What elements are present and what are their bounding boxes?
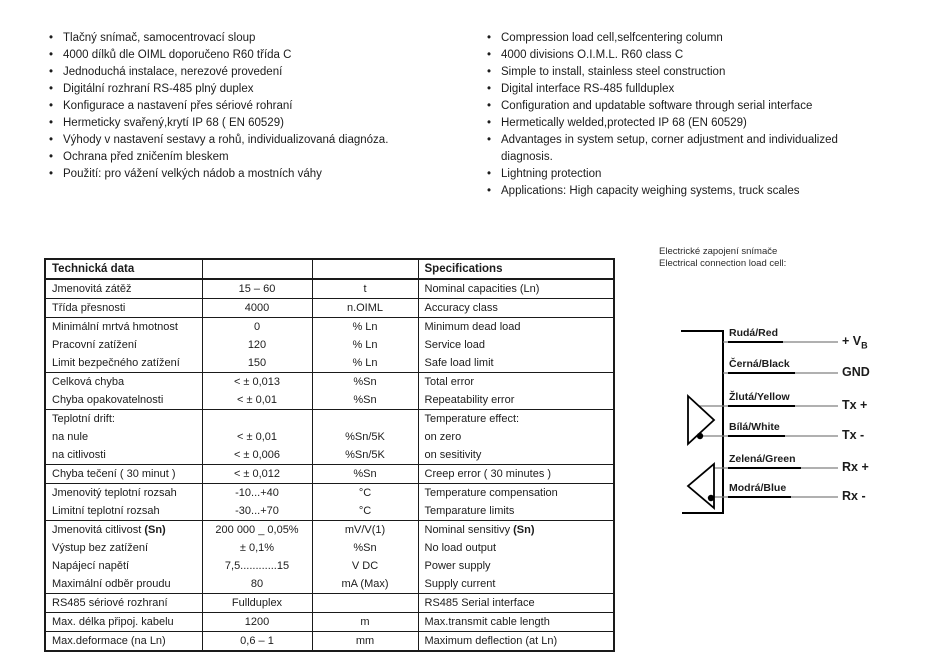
table-row [45, 410, 614, 429]
table-row [45, 354, 614, 373]
wire-label: Zelená/Green [728, 453, 801, 469]
cell-value: 0,6 – 1 [202, 632, 312, 652]
wire-signal-label: + $V_B$ [842, 334, 868, 351]
cell-value: 1200 [202, 613, 312, 632]
cell-value: < ± 0,01 [202, 428, 312, 446]
cell-czech-label: Maximální odběr proudu [45, 575, 202, 594]
list-item: • Ochrana před zničením bleskem [48, 149, 468, 166]
table-row [45, 594, 614, 613]
cell-unit: %Sn/5K [312, 428, 418, 446]
cell-english-label: Service load [418, 336, 614, 354]
list-item: • Konfigurace a nastavení přes sériové rohraní [48, 98, 468, 115]
table-row [45, 428, 614, 446]
table-row [45, 446, 614, 465]
cell-czech-label: Chyba opakovatelnosti [45, 391, 202, 410]
list-item: • 4000 dílků dle OIML doporučeno R60 třída C [48, 47, 468, 64]
cell-unit: %Sn [312, 391, 418, 410]
table-row [45, 373, 614, 392]
cell-unit: mm [312, 632, 418, 652]
cell-czech-label: Jmenovitá zátěž [45, 279, 202, 299]
table-row [45, 632, 614, 652]
cell-unit: n.OIML [312, 299, 418, 318]
cell-czech-label: RS485 sériové rozhraní [45, 594, 202, 613]
cell-value: -30...+70 [202, 502, 312, 521]
cell-value: < ± 0,006 [202, 446, 312, 465]
table-header-czech: Technická data [45, 259, 202, 279]
wire-label: Žlutá/Yellow [728, 391, 795, 407]
cell-czech-label: Výstup bez zatížení [45, 539, 202, 557]
wire-signal-label: Tx - [842, 428, 865, 442]
table-row [45, 391, 614, 410]
table-row [45, 557, 614, 575]
table-header-english: Specifications [418, 259, 614, 279]
list-item: • Lightning protection [486, 166, 878, 183]
cell-unit: V DC [312, 557, 418, 575]
connection-diagram [660, 320, 943, 532]
cell-unit: % Ln [312, 354, 418, 373]
list-item: • Hermeticky svařený,krytí IP 68 ( EN 60529) [48, 115, 468, 132]
list-item: • Compression load cell,selfcentering column [486, 30, 878, 47]
cell-czech-label: Limit bezpečného zatížení [45, 354, 202, 373]
list-item: • 4000 divisions O.I.M.L. R60 class C [486, 47, 878, 64]
list-item: • Hermetically welded,protected IP 68 (EN 60529) [486, 115, 878, 132]
cell-english-label: Creep error ( 30 minutes ) [418, 465, 614, 484]
cell-czech-label: Limitní teplotní rozsah [45, 502, 202, 521]
technical-data-table [44, 258, 615, 652]
wire-label: Bílá/White [728, 421, 785, 437]
cell-unit: m [312, 613, 418, 632]
cell-value: < ± 0,01 [202, 391, 312, 410]
cell-english-label: Supply current [418, 575, 614, 594]
cell-unit: %Sn/5K [312, 446, 418, 465]
cell-english-label: Repeatability error [418, 391, 614, 410]
wire-signal-label: Tx + [842, 398, 868, 412]
wire-signal-label: Rx - [842, 489, 866, 503]
features-list-english [486, 30, 878, 200]
cell-unit: %Sn [312, 373, 418, 392]
cell-english-label: Temparature limits [418, 502, 614, 521]
table-row [45, 465, 614, 484]
cell-unit [312, 410, 418, 429]
table-row [45, 484, 614, 503]
list-item: • Jednoduchá instalace, nerezové provedení [48, 64, 468, 81]
table-row [45, 318, 614, 337]
cell-value: < ± 0,012 [202, 465, 312, 484]
list-item: • Použití: pro vážení velkých nádob a mostních váhy [48, 166, 468, 183]
cell-english-label: Nominal sensitivy (Sn) [418, 521, 614, 540]
table-row [45, 279, 614, 299]
list-item: • Výhody v nastavení sestavy a rohů, individualizovaná diagnóza. [48, 132, 468, 149]
cell-english-label: Nominal capacities (Ln) [418, 279, 614, 299]
cell-value: 15 – 60 [202, 279, 312, 299]
cell-value: 120 [202, 336, 312, 354]
list-item: • Simple to install, stainless steel construction [486, 64, 878, 81]
list-item: • Applications: High capacity weighing systems, truck scales [486, 183, 878, 200]
cell-english-label: Temperature effect: [418, 410, 614, 429]
cell-value: 4000 [202, 299, 312, 318]
cell-english-label: No load output [418, 539, 614, 557]
diagram-caption [659, 246, 786, 269]
wire-signal-label: Rx + [842, 460, 869, 474]
cell-unit [312, 594, 418, 613]
cell-czech-label: Napájecí napětí [45, 557, 202, 575]
cell-unit: °C [312, 484, 418, 503]
table-row [45, 299, 614, 318]
table-row [45, 502, 614, 521]
list-item: • Digital interface RS-485 fullduplex [486, 81, 878, 98]
rx-inverting-dot-icon [708, 495, 714, 501]
cell-value: -10...+40 [202, 484, 312, 503]
cell-czech-label: Jmenovitý teplotní rozsah [45, 484, 202, 503]
wire-signal-label: GND [842, 365, 870, 379]
cell-unit: %Sn [312, 539, 418, 557]
cell-value: 200 000 _ 0,05% [202, 521, 312, 540]
tx-inverting-dot-icon [697, 433, 703, 439]
wire-label: Černá/Black [728, 358, 795, 374]
cell-unit: mA (Max) [312, 575, 418, 594]
rx-receiver-triangle-icon [688, 464, 714, 508]
cell-english-label: RS485 Serial interface [418, 594, 614, 613]
cell-unit: mV/V(1) [312, 521, 418, 540]
cell-czech-label: Teplotní drift: [45, 410, 202, 429]
features-list-czech [48, 30, 468, 183]
list-item: • Digitální rozhraní RS-485 plný duplex [48, 81, 468, 98]
connection-diagram-drawing [660, 320, 943, 532]
cell-english-label: Temperature compensation [418, 484, 614, 503]
table-row [45, 521, 614, 540]
cell-value: < ± 0,013 [202, 373, 312, 392]
cell-value: 0 [202, 318, 312, 337]
diagram-caption-czech: Electrické zapojení snímače [659, 246, 778, 257]
table-row [45, 575, 614, 594]
diagram-caption-english: Electrical connection load cell: [659, 257, 787, 269]
cell-value: 7,5............15 [202, 557, 312, 575]
cell-value: Fullduplex [202, 594, 312, 613]
table-header-unit-col [312, 259, 418, 279]
cell-english-label: Maximum deflection (at Ln) [418, 632, 614, 652]
cell-english-label: Accuracy class [418, 299, 614, 318]
list-item: • Tlačný snímač, samocentrovací sloup [48, 30, 468, 47]
cell-czech-label: Max. délka připoj. kabelu [45, 613, 202, 632]
cell-value: ± 0,1% [202, 539, 312, 557]
cell-czech-label: na citlivosti [45, 446, 202, 465]
list-item: • Configuration and updatable software through serial interface [486, 98, 878, 115]
cell-english-label: Total error [418, 373, 614, 392]
table-row [45, 336, 614, 354]
cell-english-label: Safe load limit [418, 354, 614, 373]
cell-english-label: Max.transmit cable length [418, 613, 614, 632]
cell-czech-label: Pracovní zatížení [45, 336, 202, 354]
cell-unit: %Sn [312, 465, 418, 484]
cell-unit: % Ln [312, 318, 418, 337]
table-header-value-col [202, 259, 312, 279]
cell-value [202, 410, 312, 429]
cell-unit: °C [312, 502, 418, 521]
table-row [45, 613, 614, 632]
table-row [45, 539, 614, 557]
cell-value: 150 [202, 354, 312, 373]
cell-unit: % Ln [312, 336, 418, 354]
cell-english-label: Minimum dead load [418, 318, 614, 337]
cell-value: 80 [202, 575, 312, 594]
cell-czech-label: Max.deformace (na Ln) [45, 632, 202, 652]
cell-czech-label: na nule [45, 428, 202, 446]
list-item: • Advantages in system setup, corner adjustment and individualized diagnosis. [486, 132, 878, 166]
wire-label: Rudá/Red [728, 327, 783, 343]
cell-english-label: on sesitivity [418, 446, 614, 465]
table-header-row [45, 259, 614, 279]
cell-czech-label: Celková chyba [45, 373, 202, 392]
wire-label: Modrá/Blue [728, 482, 791, 498]
cell-czech-label: Jmenovitá citlivost (Sn) [45, 521, 202, 540]
cell-english-label: Power supply [418, 557, 614, 575]
cell-czech-label: Minimální mrtvá hmotnost [45, 318, 202, 337]
cell-unit: t [312, 279, 418, 299]
cell-english-label: on zero [418, 428, 614, 446]
cell-czech-label: Chyba tečení ( 30 minut ) [45, 465, 202, 484]
cell-czech-label: Třída přesnosti [45, 299, 202, 318]
